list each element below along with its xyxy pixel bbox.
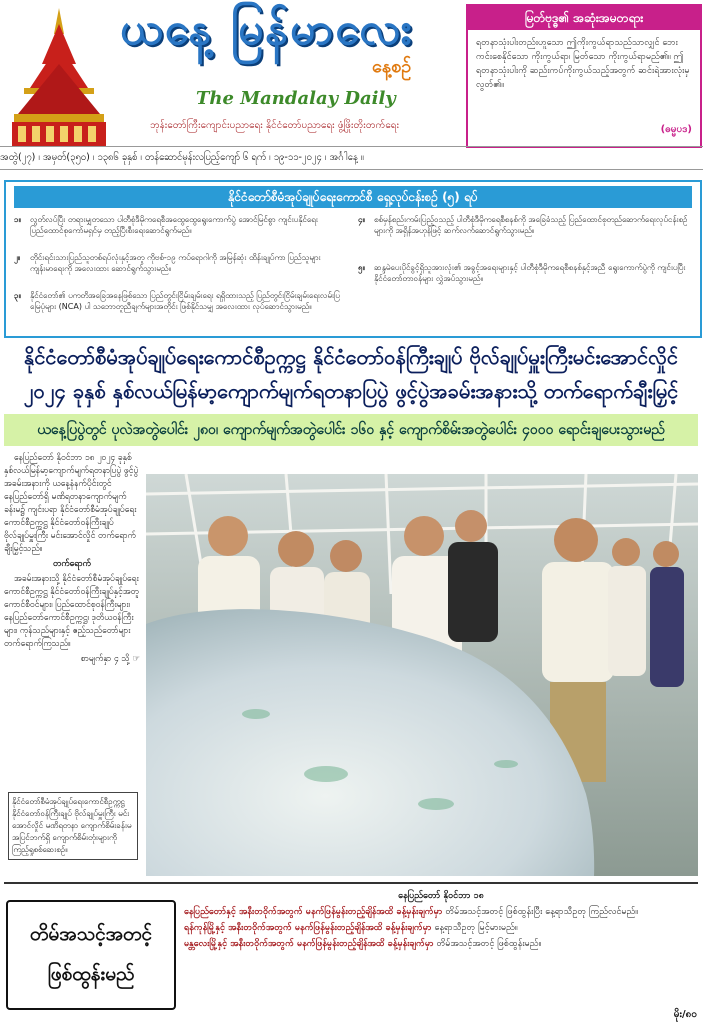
objective-number: ၅။ xyxy=(358,263,365,272)
weather-forecast xyxy=(184,888,698,1018)
newspaper-title-english: The Mandalay Daily xyxy=(196,88,396,109)
section-divider xyxy=(4,882,698,884)
newspaper-title: ယနေ့ မြန်မာလေး xyxy=(120,4,414,55)
objective-text: နိုင်ငံတော်၏ ပကတိအခြေအနေဖြစ်သော ပြည်တွင်းငြိမ်းချမ်းရေး ရရှိထားသည့် ပြည်တွင်းငြိမ်းချမ်းရေးလမ်းပြ မြေပုံများ (NCA) ပါ သဘောတူညီချက်များအတိုင်း ဖြစ်နိုင်သမျှ အလေးထား လုပ်ဆောင်သွားမည်။ xyxy=(30,291,340,311)
page-footer-code: မိုး/၈၀ xyxy=(673,1009,697,1020)
objective-number: ၄။ xyxy=(358,215,365,224)
weather-region: ရန်ကုန်မြို့နှင့် အနီးတဝိုက်အတွက် မနက်ဖြန်မွန်းတည့်ချိန်အထိ ခန့်မှန်းချက်မှာ xyxy=(184,923,432,933)
story-subheading: တက်ရောက် xyxy=(53,559,91,569)
objective-number: ၂။ xyxy=(14,253,21,262)
weather-title: တိမ်အသင့်အတင့် ဖြစ်ထွန်းမည် xyxy=(6,900,176,1010)
story-paragraph: အခမ်းအနားသို့ နိုင်ငံတော်စီမံအုပ်ချုပ်ရေးကောင်စီဥက္ကဋ္ဌ နိုင်ငံတော်ဝန်ကြီးချုပ်နှင့်အတူ ကောင်စီဝင်များ၊ ပြည်ထောင်စုဝန်ကြီးများ၊ နေပြည်တော်ကောင်စီဥက္ကဋ္ဌ၊ ဒုတိယဝန်ကြီးများ၊ ကုန်သည်များနှင့် ဧည့်သည်တော်များ တက်ရောက်ကြသည်။ xyxy=(4,574,139,649)
pagoda-logo-icon xyxy=(4,4,114,154)
weather-line xyxy=(184,936,698,952)
quote-text: ရတနာသုံးပါးတည်းဟူသော ဤကိုးကွယ်ရာသည်သာလျှင် ဘေးကင်းစေနိုင်သော ကိုးကွယ်ရာ၊ မြတ်သော ကိုးကွယ်ရာမည်၏။ ဤရတနာသုံးပါးကို ဆည်းကပ်ကိုးကွယ်သည့်အတွက် ဆင်းရဲအားလုံးမှ လွတ်၏။ xyxy=(476,38,690,90)
objective-item xyxy=(358,262,692,328)
objective-item xyxy=(358,214,692,258)
weather-dateline: နေပြည်တော် နိုဝင်ဘာ ၁၈ xyxy=(398,891,484,901)
objective-item xyxy=(14,252,344,286)
main-headline-line-1: နိုင်ငံတော်စီမံအုပ်ချုပ်ရေးကောင်စီဥက္ကဋ္ဌ နိုင်ငံတော်ဝန်ကြီးချုပ် ဗိုလ်ချုပ်မှူးကြီးမင်းအောင်လှိုင် xyxy=(23,345,678,369)
continued-on-page-link[interactable]: စာမျက်နှာ ၄ သို့ ☞ xyxy=(80,654,140,664)
objectives-heading: နိုင်ငံတော်စီမံအုပ်ချုပ်ရေးကောင်စီ ရှေ့လုပ်ငန်းစဉ် (၅) ရပ် xyxy=(14,186,692,208)
objective-text: တိုင်းရင်းသားပြည်သူတစ်ရပ်လုံးနှင့်အတူ ကိုဗစ်-၁၉ ကပ်ရောဂါကို အမြန်ဆုံး ထိန်းချုပ်ကာ ပြည်သူများ ကျန်းမာရေးကို အလေးထား ဆောင်ရွက်သွားမည်။ xyxy=(30,253,321,273)
weather-line xyxy=(184,920,698,936)
newspaper-title-tag: နေ့စဉ် xyxy=(372,56,412,77)
sub-headline: ယနေ့ပြပွဲတွင် ပုလဲအတွဲပေါင်း ၂၈၀၊ ကျောက်မျက်အတွဲပေါင်း ၁၆၀ နှင့် ကျောက်စိမ်းအတွဲပေါင်း ၄၀၀၀ ရောင်းချပေးသွားမည် xyxy=(4,414,698,446)
objective-text: စစ်မှန်စည်းကမ်းပြည့်ဝသည့် ပါတီစုံဒီမိုကရေစီစနစ်ကို အခြေခံသည့် ပြည်ထောင်စုတည်ဆောက်ရေးလုပ်ငန်းစဉ်များကို အရှိန်အဟုန်ဖြင့် ဆက်လက်ဆောင်ရွက်သွားမည်။ xyxy=(374,215,688,235)
weather-detail: နေ့ရာသီဥတု မြင့်မားမည်။ xyxy=(434,923,518,933)
masthead-slogan: ဘုန်းတော်ကြီးကျောင်းပညာရေး နိုင်ငံတော်ပညာရေး ဖွံ့ဖြိုးတိုးတက်ရေး xyxy=(150,120,400,131)
weather-line xyxy=(184,904,698,920)
weather-detail: တိမ်အသင့်အတင့် ဖြစ်ထွန်းပြီး နေ့ရာသီဥတု ကြည်လင်မည်။ xyxy=(445,907,638,917)
objective-item xyxy=(14,290,344,334)
weather-detail: တိမ်အသင့်အတင့် ဖြစ်ထွန်းမည်။ xyxy=(436,939,542,949)
masthead xyxy=(0,0,703,172)
story-paragraph: နေပြည်တော် နိုဝင်ဘာ ၁၈ ၂၀၂၄ ခုနှစ်နှစ်လယ်မြန်မာ့ကျောက်မျက်ရတနာပြပွဲ ဖွင့်ပွဲအခမ်းအနားကို ယနေ့နံနက်ပိုင်းတွင် နေပြည်တော်ရှိ မဏိရတနာကျောက်မျက်ခန်းမ၌ ကျင်းပရာ နိုင်ငံတော်စီမံအုပ်ချုပ်ရေးကောင်စီဥက္ကဋ္ဌ နိုင်ငံတော်ဝန်ကြီးချုပ် ဗိုလ်ချုပ်မှူးကြီး မင်းအောင်လှိုင် တက်ရောက်ချီးမြှင့်သည်။ xyxy=(4,453,139,554)
objective-text: လွတ်လပ်ပြီး တရားမျှတသော ပါတီစုံဒီမိုကရေစီအထွေထွေရွေးကောက်ပွဲ အောင်မြင်စွာ ကျင်းပနိုင်ရေး ပြည်ထောင်စုကော်မရှင်မှ တည့်ပြီးစီးရေးဆောင်ရွက်မည်။ xyxy=(30,215,318,235)
objective-text: ဆန္ဒမဲပေးပိုင်ခွင့်ရှိသူအားလုံး၏ အခွင့်အရေးများနှင့် ပါတီစုံဒီမိုကရေစီစနစ်နှင့်အညီ ရွေးကောက်ပွဲကို ကျင်းပပြီး နိုင်ငံတော်တာဝန်များ လွှဲအပ်သွားမည်။ xyxy=(374,263,686,283)
buddha-teaching-box xyxy=(466,4,702,148)
main-headline-line-2: ၂၀၂၄ ခုနှစ် နှစ်လယ်မြန်မာ့ကျောက်မျက်ရတနာပြပွဲ ဖွင့်ပွဲအခမ်းအနားသို့ တက်ရောက်ချီးမြှင့် xyxy=(23,379,679,403)
objective-number: ၃။ xyxy=(14,291,21,300)
jade-inspection-photo xyxy=(146,474,698,876)
weather-region: နေပြည်တော်နှင့် အနီးတဝိုက်အတွက် မနက်ဖြန်မွန်းတည့်ချိန်အထိ ခန့်မှန်းချက်မှာ xyxy=(184,907,443,917)
issue-info-bar: အတွဲ(၂၇) ၊ အမှတ်(၃၅၀) ၊ ၁၃၈၆ ခုနှစ် ၊ တန်ဆောင်မုန်းလပြည့်ကျော် ၆ ရက် ၊ ၁၉-၁၁-၂၀၂၄ ၊ အင်္ဂါနေ့ ။ xyxy=(0,146,703,170)
objective-number: ၁။ xyxy=(14,215,21,224)
objective-item xyxy=(14,214,344,248)
quote-source: (ဓမ္မပဒ) xyxy=(660,124,692,135)
objectives-box xyxy=(4,180,702,338)
quote-heading: မြတ်ဗုဒ္ဓ၏ အဆုံးအမတရား xyxy=(468,6,700,30)
weather-region: မန္တလေးမြို့နှင့် အနီးတဝိုက်အတွက် မနက်ဖြန်မွန်းတည့်ချိန်အထိ ခန့်မှန်းချက်မှာ xyxy=(184,939,434,949)
photo-caption: နိုင်ငံတော်စီမံအုပ်ချုပ်ရေးကောင်စီဥက္ကဋ္ဌ နိုင်ငံတော်ဝန်ကြီးချုပ် ဗိုလ်ချုပ်မှူးကြီး မင်းအောင်လှိုင် မဏိရတနာ ကျောက်စိမ်းခန်းမ အပြင်ဘက်ရှိ ကျောက်စိမ်းတုံးများကို ကြည့်ရှုစစ်ဆေးစဉ်။ xyxy=(8,792,138,860)
